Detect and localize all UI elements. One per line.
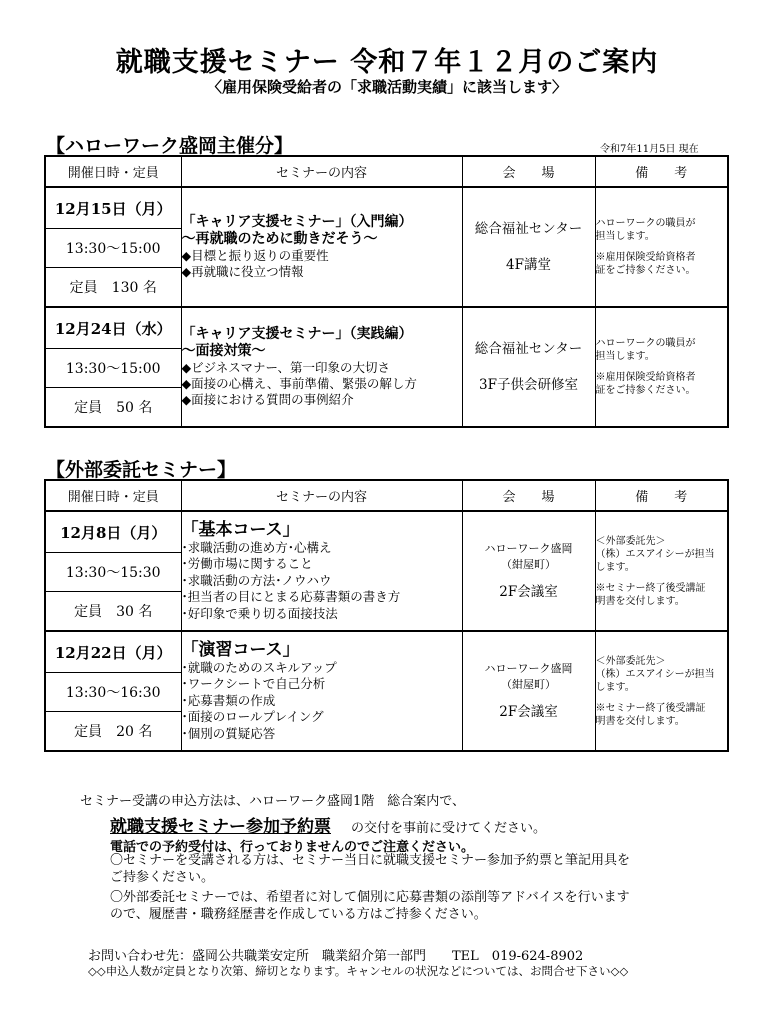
note-line: ＜外部委託先＞: [595, 655, 666, 667]
seminar-time: 13:30～15:00: [45, 229, 181, 268]
attendance-note-line: ご持参ください。: [110, 869, 215, 885]
seminar-date: 12月15日（月）: [45, 187, 181, 229]
seminar-topic: ･面接のロールプレイング: [181, 709, 324, 725]
note-line: 担当します。: [595, 351, 655, 362]
column-header-venue: 会 場: [462, 480, 595, 511]
seminar-date: 12月22日（月）: [45, 631, 181, 673]
seminar-topic: ◆ビジネスマナー、第一印象の大切さ: [181, 360, 390, 375]
note-line: ※セミナー終了後受講証: [595, 582, 706, 594]
venue-room: 3F子供会研修室: [479, 377, 578, 393]
note-line: ※雇用保険受給資格者: [595, 372, 696, 383]
seminar-venue: [462, 307, 595, 427]
seminar-capacity: 定員 30 名: [45, 592, 181, 632]
seminar-row: [45, 307, 728, 349]
seminar-title: 「キャリア支援セミナー」（入門編）: [181, 214, 413, 230]
attendance-note-line: 〇セミナーを受講される方は、セミナー当日に就職支援セミナー参加予約票と筆記用具を: [110, 853, 631, 868]
application-method-text: セミナー受講の申込方法は、ハローワーク盛岡1階 総合案内で、: [80, 794, 466, 809]
column-header-date: 開催日時・定員: [45, 156, 181, 187]
seminar-row: [45, 631, 728, 673]
resume-advice-note: [110, 890, 630, 923]
column-header-venue: 会 場: [462, 156, 595, 187]
seminar-subtitle: ～面接対策～: [181, 343, 266, 359]
column-header-content: セミナーの内容: [181, 156, 462, 187]
seminar-capacity: 定員 130 名: [45, 268, 181, 308]
venue-room: 2F会議室: [499, 704, 558, 720]
contact-info: お問い合わせ先：盛岡公共職業安定所 職業紹介第一部門 TEL 019-624-8902: [88, 949, 584, 964]
seminar-topic: ･担当者の目にとまる応募書類の書き方: [181, 589, 401, 605]
seminar-time: 13:30～15:00: [45, 349, 181, 388]
column-header-content: セミナーの内容: [181, 480, 462, 511]
venue-area: （紺屋町）: [501, 678, 556, 691]
seminar-title: 「基本コース」: [181, 519, 300, 540]
seminar-title: 「演習コース」: [181, 639, 300, 660]
seminar-topic: ･労働市場に関すること: [181, 556, 313, 572]
seminar-note: [595, 307, 728, 427]
note-line: 証をご持参ください。: [595, 385, 696, 396]
note-line: します。: [595, 681, 635, 693]
seminar-note: [595, 187, 728, 307]
ticket-instruction: の交付を事前に受けてください。: [351, 821, 547, 836]
seminar-subtitle: ～再就職のために動きだそう～: [181, 231, 378, 247]
hellowork-schedule-table: [44, 155, 729, 428]
seminar-topic: ◆面接の心構え、事前準備、緊張の解し方: [181, 376, 417, 391]
venue-building: 総合福祉センター: [474, 341, 583, 357]
seminar-topic: ･就職のためのスキルアップ: [181, 659, 337, 675]
page-title: 就職支援セミナー 令和７年１２月のご案内: [115, 47, 659, 78]
venue-room: 2F会議室: [499, 584, 558, 600]
deadline-notice: ◇◇申込人数が定員となり次第、締切となります。キャンセルの状況などについては、お問合せ下さい◇◇: [88, 964, 629, 978]
venue-building: ハローワーク盛岡: [484, 542, 573, 555]
venue-building: ハローワーク盛岡: [484, 662, 573, 675]
seminar-venue: [462, 187, 595, 307]
resume-advice-line: ので、履歴書・職務経歴書を作成している方はご持参ください。: [110, 906, 487, 922]
seminar-content: [181, 187, 462, 307]
seminar-content: [181, 511, 462, 631]
seminar-topic: ･好印象で乗り切る面接技法: [181, 605, 338, 621]
resume-advice-line: 〇外部委託セミナーでは、希望者に対して個別に応募書類の添削等アドバイスを行います: [110, 890, 630, 905]
seminar-venue: [462, 631, 595, 751]
column-header-date: 開催日時・定員: [45, 480, 181, 511]
note-line: ※雇用保険受給資格者: [595, 252, 696, 263]
column-header-note: 備 考: [595, 156, 728, 187]
note-line: （株）エスアイシーが担当: [595, 668, 715, 680]
seminar-note: [595, 511, 728, 631]
seminar-venue: [462, 511, 595, 631]
table-header-row: [45, 480, 728, 511]
seminar-topic: ･個別の質疑応答: [181, 725, 276, 741]
note-line: ハローワークの職員が: [595, 338, 696, 349]
seminar-topic: ･求職活動の方法･ノウハウ: [181, 572, 332, 588]
seminar-date: 12月24日（水）: [45, 307, 181, 349]
seminar-capacity: 定員 50 名: [45, 388, 181, 428]
note-line: ハローワークの職員が: [595, 218, 696, 229]
seminar-topic: ◆面接における質問の事例紹介: [181, 392, 354, 407]
reservation-ticket-name: 就職支援セミナー参加予約票: [110, 817, 331, 837]
phone-warning: 電話での予約受付は、行っておりませんのでご注意ください。: [110, 840, 475, 855]
venue-building: 総合福祉センター: [474, 221, 583, 237]
seminar-content: [181, 631, 462, 751]
seminar-date: 12月8日（月）: [45, 511, 181, 553]
external-section-heading: 【外部委託セミナー】: [46, 459, 237, 481]
venue-area: （紺屋町）: [501, 558, 556, 571]
seminar-topic: ･ワークシートで自己分析: [181, 676, 326, 692]
seminar-topic: ◆再就職に役立つ情報: [181, 264, 304, 279]
note-line: （株）エスアイシーが担当: [595, 548, 715, 560]
note-line: 明書を交付します。: [595, 595, 685, 607]
page-subtitle: 〈雇用保険受給者の「求職活動実績」に該当します〉: [206, 78, 567, 96]
seminar-capacity: 定員 20 名: [45, 712, 181, 752]
seminar-topic: ◆目標と振り返りの重要性: [181, 248, 329, 263]
note-line: 担当します。: [595, 231, 655, 242]
note-line: 明書を交付します。: [595, 715, 685, 727]
seminar-time: 13:30～15:30: [45, 553, 181, 592]
as-of-date: 令和7年11月5日 現在: [600, 144, 699, 155]
venue-room: 4F講堂: [506, 257, 551, 273]
seminar-row: [45, 187, 728, 229]
column-header-note: 備 考: [595, 480, 728, 511]
hellowork-section-heading: 【ハローワーク盛岡主催分】: [46, 135, 294, 157]
seminar-topic: ･求職活動の進め方･心構え: [181, 539, 332, 555]
seminar-topic: ･応募書類の作成: [181, 692, 276, 708]
note-line: ＜外部委託先＞: [595, 535, 666, 547]
seminar-content: [181, 307, 462, 427]
seminar-title: 「キャリア支援セミナー」（実践編）: [181, 326, 413, 342]
attendance-note: [110, 853, 630, 886]
external-schedule-table: [44, 479, 729, 752]
note-line: します。: [595, 561, 635, 573]
seminar-row: [45, 511, 728, 553]
table-header-row: [45, 156, 728, 187]
note-line: 証をご持参ください。: [595, 265, 696, 276]
seminar-time: 13:30～16:30: [45, 673, 181, 712]
ticket-line: [110, 812, 546, 837]
seminar-note: [595, 631, 728, 751]
note-line: ※セミナー終了後受講証: [595, 702, 706, 714]
